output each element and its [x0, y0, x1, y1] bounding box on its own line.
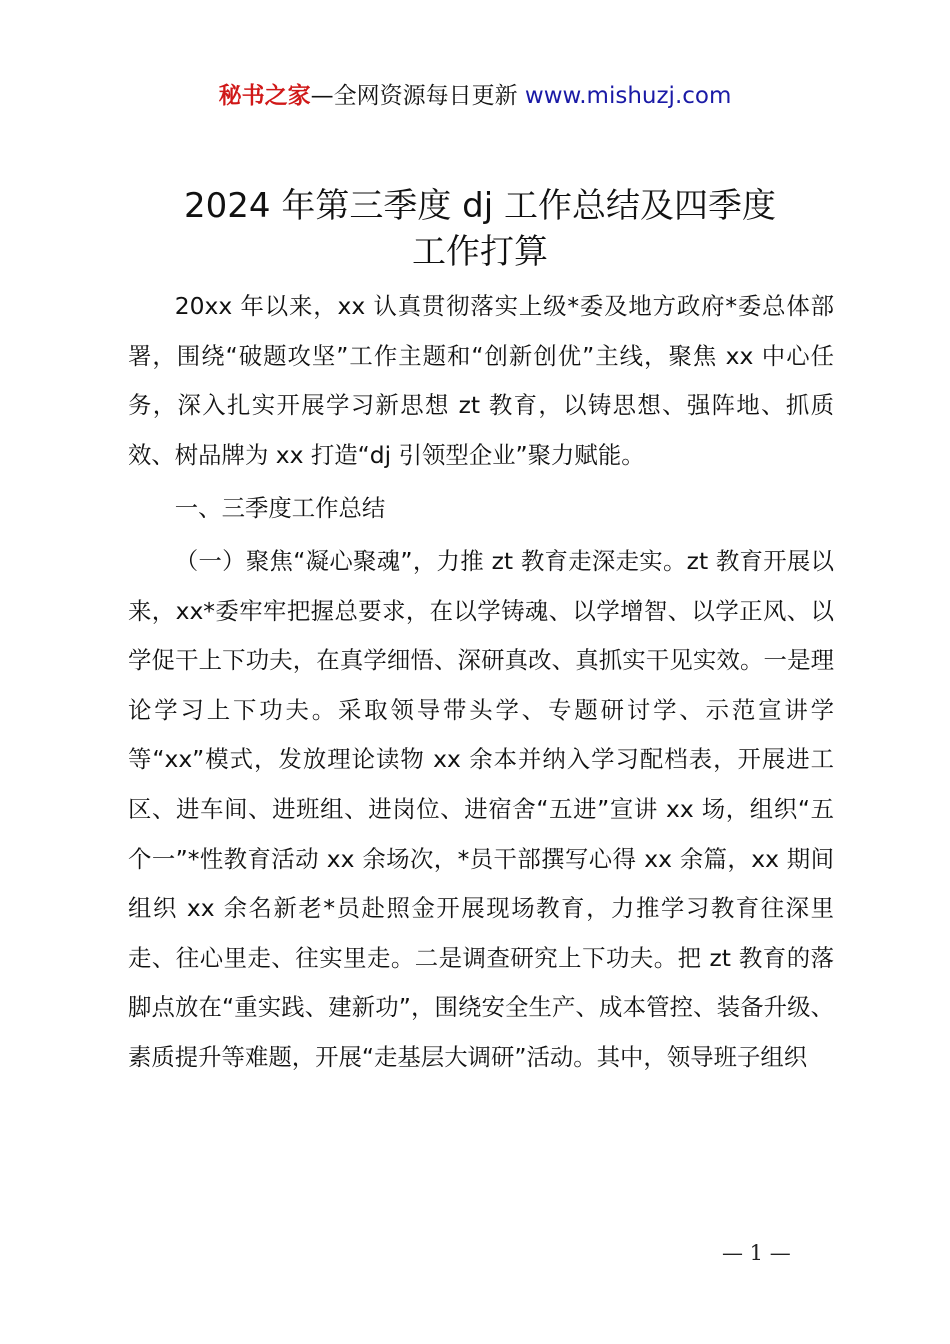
page-number: — 1 —: [722, 1241, 791, 1265]
document-title-line-2: 工作打算: [412, 232, 548, 272]
body-paragraph-intro: 20xx 年以来，xx 认真贯彻落实上级*委及地方政府*委总体部署，围绕“破题攻坚”工作主题和“创新创优”主线，聚焦 xx 中心任务，深入扎实开展学习新思想 zt 教育，以铸思想、强阵地、抓质效、树品牌为 xx 打造“dj 引领型企业”聚力赋能。: [128, 292, 834, 469]
site-url-link[interactable]: www.mishuzj.com: [524, 83, 732, 109]
document-body: [128, 282, 834, 1083]
section-heading: 一、三季度工作总结: [174, 494, 386, 523]
site-brand: 秘书之家: [218, 83, 311, 109]
document-title-line-1: 2024 年第三季度 dj 工作总结及四季度: [184, 186, 776, 226]
site-tagline: —全网资源每日更新: [310, 83, 525, 109]
body-paragraph-section-1: （一）聚焦“凝心聚魂”，力推 zt 教育走深走实。zt 教育开展以来，xx*委牢牢把握总要求，在以学铸魂、以学增智、以学正风、以学促干上下功夫，在真学细悟、深研真改、真抓实干见实效。一是理论学习上下功夫。采取领导带头学、专题研讨学、示范宣讲学等“xx”模式，发放理论读物 xx 余本并纳入学习配档表，开展进工区、进车间、进班组、进岗位、进宿舍“五进”宣讲 xx 场，组织“五个一”*性教育活动 xx 余场次，*员干部撰写心得 xx 余篇，xx 期间组织 xx 余名新老*员赴照金开展现场教育，力推学习教育往深里走、往心里走、往实里走。二是调查研究上下功夫。把 zt 教育的落脚点放在“重实践、建新功”，围绕安全生产、成本管控、装备升级、素质提升等难题，开展“走基层大调研”活动。其中，领导班子组织: [128, 546, 834, 1071]
document-title: [0, 183, 950, 275]
site-header: [0, 80, 950, 112]
